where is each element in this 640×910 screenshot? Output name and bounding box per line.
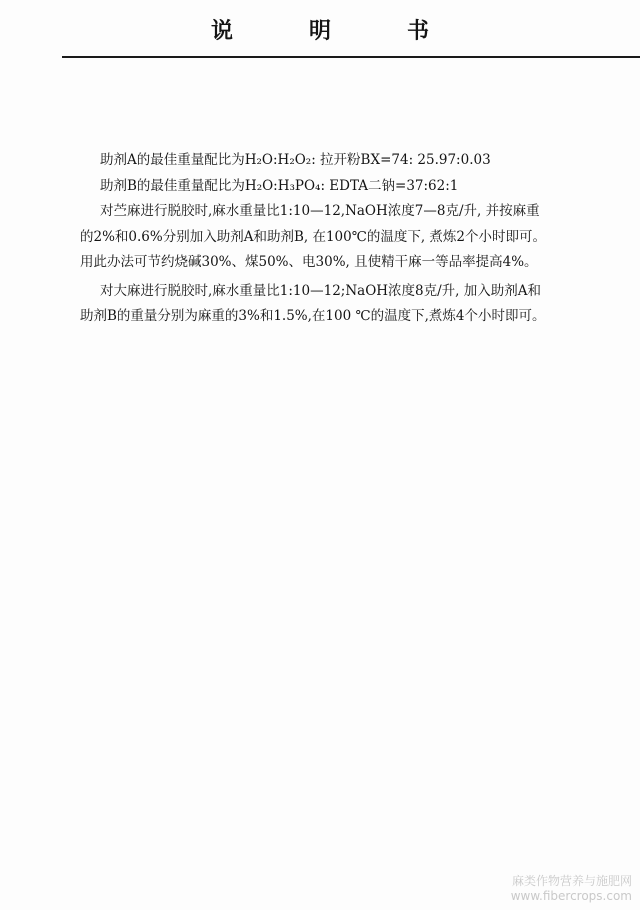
text-line-4: 的2%和0.6%分别加入助剂A和助剂B, 在100℃的温度下, 煮炼2个小时即可。 (80, 228, 547, 245)
title-char-1: 说 (210, 18, 233, 44)
title-char-2: 明 (308, 18, 331, 44)
text-line-2: 助剂B的最佳重量配比为H₂O:H₃PO₄: EDTA二钠=37:62:1 (100, 177, 459, 194)
header-rule (62, 56, 640, 58)
text-line-6: 对大麻进行脱胶时,麻水重量比1:10—12;NaOH浓度8克/升, 加入助剂A和 (100, 282, 542, 299)
text-line-5: 用此办法可节约烧碱30%、煤50%、电30%, 且使精干麻一等品率提高4%。 (80, 254, 538, 270)
watermark-url: www.fibercrops.com (510, 889, 632, 903)
text-line-7: 助剂B的重量分别为麻重的3%和1.5%,在100 ℃的温度下,煮炼4个小时即可。 (80, 308, 546, 324)
text-line-3: 对苎麻进行脱胶时,麻水重量比1:10—12,NaOH浓度7—8克/升, 并按麻重 (100, 203, 540, 219)
watermark-site-name: 麻类作物营养与施肥网 (511, 874, 632, 888)
document-body (80, 148, 620, 330)
page-title (0, 14, 640, 45)
title-char-3: 书 (407, 18, 430, 44)
site-watermark (511, 874, 632, 904)
text-line-1: 助剂A的最佳重量配比为H₂O:H₂O₂: 拉开粉BX=74: 25.97:0.03 (100, 152, 491, 168)
